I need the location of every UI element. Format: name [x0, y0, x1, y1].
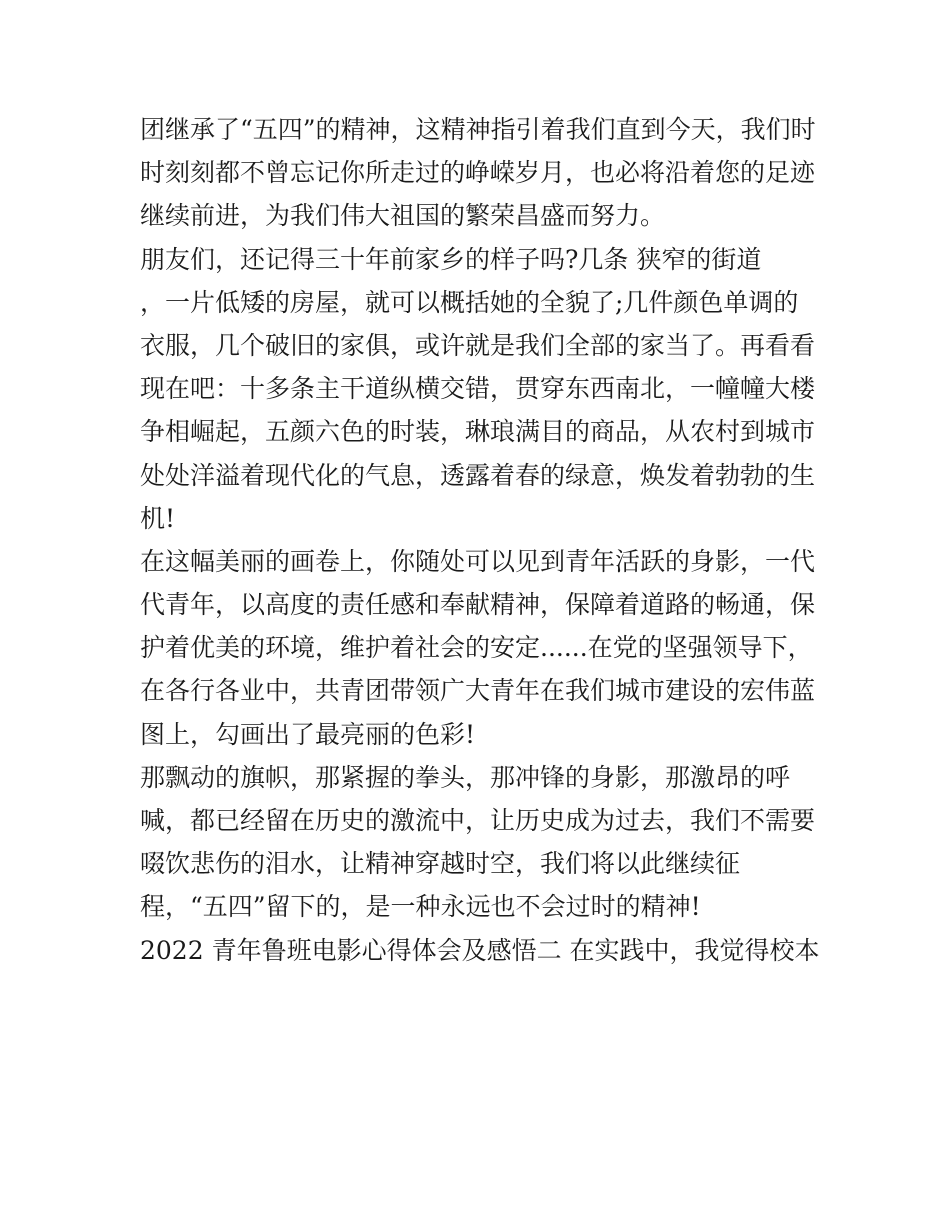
text-line: 时刻刻都不曾忘记你所走过的峥嵘岁月，也必将沿着您的足迹 — [140, 158, 816, 188]
document-body — [140, 108, 830, 972]
text-line: 程，“五四”留下的，是一种永远也不会过时的精神! — [140, 892, 701, 922]
text-line: 团继承了“五四”的精神，这精神指引着我们直到今天，我们时 — [140, 115, 816, 144]
text-line: 处处洋溢着现代化的气息，透露着春的绿意，焕发着勃勃的生 — [140, 460, 816, 490]
text-line: 啜饮悲伤的泪水，让精神穿越时空，我们将以此继续征 — [140, 849, 741, 879]
text-line: 朋友们，还记得三十年前家乡的样子吗?几条 狭窄的街道 — [140, 244, 762, 274]
text-line: 继续前进，为我们伟大祖国的繁荣昌盛而努力。 — [140, 201, 666, 231]
text-line: 争相崛起，五颜六色的时装，琳琅满目的商品，从农村到城市 — [140, 417, 816, 447]
text-line: 在这幅美丽的画卷上，你随处可以见到青年活跃的身影，一代 — [140, 546, 816, 576]
text-line: 机! — [140, 503, 176, 533]
text-line: 在各行各业中，共青团带领广大青年在我们城市建设的宏伟蓝 — [140, 676, 816, 706]
text-line: ，一片低矮的房屋，就可以概括她的全貌了;几件颜色单调的 — [140, 287, 799, 317]
text-line: 代青年，以高度的责任感和奉献精神，保障着道路的畅通，保 — [140, 590, 816, 620]
text-line: 2022 青年鲁班电影心得体会及感悟二 在实践中，我觉得校本 — [140, 935, 820, 965]
text-line: 衣服，几个破旧的家俱，或许就是我们全部的家当了。再看看 — [140, 330, 816, 360]
text-line: 喊，都已经留在历史的激流中，让历史成为过去，我们不需要 — [140, 806, 816, 835]
text-line: 图上，勾画出了最亮丽的色彩! — [140, 719, 476, 749]
text-line: 护着优美的环境，维护着社会的安定......在党的坚强领导下， — [140, 633, 813, 663]
text-line: 现在吧：十多条主干道纵横交错，贯穿东西南北，一幢幢大楼 — [140, 374, 816, 404]
text-line: 那飘动的旗帜，那紧握的拳头，那冲锋的身影，那激昂的呼 — [140, 762, 791, 792]
